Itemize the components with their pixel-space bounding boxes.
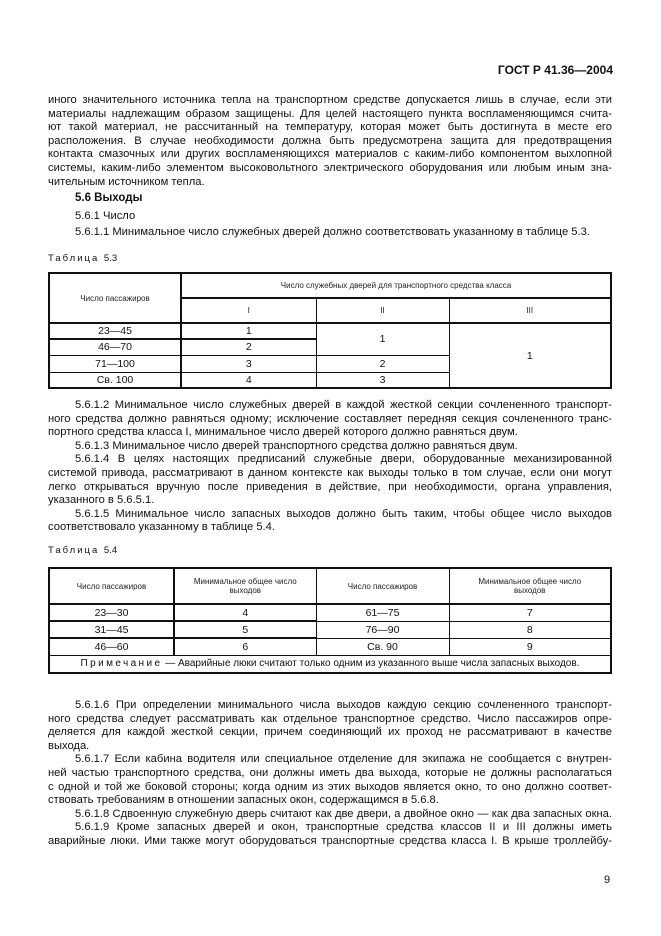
page-number: 9 bbox=[604, 874, 611, 886]
header-passengers: Число пассажиров bbox=[49, 273, 181, 323]
text-line: 5.6.1.2 Минимальное число служебных дверей в каждой жесткой секции сочлененного транспорт- bbox=[75, 399, 612, 411]
caption-number: 5.4 bbox=[103, 545, 118, 556]
header-class-1: I bbox=[181, 298, 316, 323]
text-line: с одной и той же боковой стороны; когда одним из этих выходов является окно, то оно должно соответ- bbox=[48, 780, 612, 793]
text-line: 5.6.1.3 Минимальное число дверей транспортного средства должно равняться двум. bbox=[75, 439, 518, 452]
cell-passengers: 46—70 bbox=[49, 339, 181, 355]
text-line: ствовать требованиям в отношении запасных окон, содержащимся в 5.6.8. bbox=[48, 794, 439, 807]
text-line: соответствовало указанному в таблице 5.4. bbox=[48, 521, 275, 534]
header-min-exits: Минимальное общее число выходов bbox=[449, 568, 611, 604]
text-line: материалы надлежащим образом защищены. Для целей настоящего пункта воспламеняющимся счита- bbox=[48, 107, 612, 120]
cell-class-1: 2 bbox=[181, 339, 316, 355]
cell-class-1: 3 bbox=[181, 355, 316, 372]
cell: 76—90 bbox=[316, 621, 449, 638]
table-caption-5-3 bbox=[48, 253, 117, 264]
caption-number: 5.3 bbox=[103, 253, 118, 264]
clauses-5-6-1-6-to-9 bbox=[48, 699, 612, 849]
text-line: 5.6.1 Число bbox=[75, 210, 136, 222]
section-heading: 5.6 Выходы bbox=[75, 192, 143, 204]
intro-paragraph bbox=[48, 94, 612, 189]
text-line: контакта смазочных или других воспламеняющихся материалов с каким-либо компонентом выхлопной bbox=[48, 148, 612, 161]
table-row bbox=[49, 323, 611, 339]
table-5-4 bbox=[48, 567, 612, 674]
cell-class-1: 4 bbox=[181, 372, 316, 388]
cell: 31—45 bbox=[49, 621, 174, 638]
text-line: иного значительного источника тепла на транспортном средстве допускается лишь в случае, если эти bbox=[48, 94, 612, 106]
text-line: аварийные люки. Ими также могут оборудоваться транспортные средства класса I. В крыше троллейбу- bbox=[48, 834, 612, 847]
header-passengers: Число пассажиров bbox=[316, 568, 449, 604]
text-line: чительным источником тепла. bbox=[48, 175, 205, 188]
text-line: 5.6.1.9 Кроме запасных дверей и окон, транспортные средства классов II и III должны иметь bbox=[75, 821, 612, 834]
table-5-3 bbox=[48, 272, 612, 389]
text-line: 5.6.1.7 Если кабина водителя или специальное отделение для экипажа не сообщается с внутрен- bbox=[75, 753, 612, 766]
table-note bbox=[49, 655, 611, 673]
text-line: системой привода, рассматривают в данном контексте как выходы только в том случае, если они могут bbox=[48, 466, 612, 479]
text-line: выхода. bbox=[48, 739, 90, 752]
text-line: ют такой материал, не рассчитанный на температуру, которая может быть достигнута в месте его bbox=[48, 121, 612, 134]
note-label: Примечание bbox=[80, 658, 163, 670]
cell: 8 bbox=[449, 621, 611, 638]
cell: 6 bbox=[174, 638, 316, 655]
document-code: ГОСТ Р 41.36—2004 bbox=[497, 63, 613, 77]
table-row bbox=[49, 604, 611, 621]
text-line: указанного в 5.6.5.1. bbox=[48, 494, 155, 507]
cell-class-2: 3 bbox=[316, 372, 449, 388]
caption-word: Таблица bbox=[48, 545, 100, 556]
text-line: 5.6.1.8 Сдвоенную служебную дверь считают как две двери, а двойное окно — как два запасных окна. bbox=[75, 807, 612, 820]
cell: 5 bbox=[174, 621, 316, 638]
cell-class-2: 2 bbox=[316, 355, 449, 372]
cell: 23—30 bbox=[49, 604, 174, 621]
text-line: 5.6.1.6 При определении минимального числа выходов каждую секцию сочлененного транспорт- bbox=[75, 699, 612, 711]
cell: Св. 90 bbox=[316, 638, 449, 655]
text-line: системы, каким-либо элементом высоковольтного электрического оборудования или любым иным зна- bbox=[48, 161, 612, 174]
text-line: ного средства следует рассматривать как отдельное транспортное средство. Число пассажиров опре- bbox=[48, 712, 612, 725]
text-line: ней частью транспортного средства, они должны иметь два выхода, которые не должны располагаться bbox=[48, 766, 612, 779]
cell-passengers: 71—100 bbox=[49, 355, 181, 372]
clauses-5-6-1-2-to-5 bbox=[48, 399, 612, 535]
cell-class-3: 1 bbox=[449, 323, 611, 388]
table-row bbox=[49, 638, 611, 655]
header-class-3: III bbox=[449, 298, 611, 323]
text-line: портного средства класса I, минимальное число дверей которого должно равняться двум. bbox=[48, 426, 518, 439]
cell: 9 bbox=[449, 638, 611, 655]
clause-5-6-1-1 bbox=[48, 226, 612, 240]
cell: 7 bbox=[449, 604, 611, 621]
clause-5-6-1 bbox=[48, 210, 612, 224]
cell: 61—75 bbox=[316, 604, 449, 621]
text-line: 5.6.1.4 В целях настоящих предписаний служебные двери, оборудованные механизированной bbox=[75, 453, 612, 466]
table-row bbox=[49, 621, 611, 638]
cell: 46—60 bbox=[49, 638, 174, 655]
cell: 4 bbox=[174, 604, 316, 621]
note-text: — Аварийные люки считают только одним из указанного выше числа запасных выходов. bbox=[162, 658, 580, 670]
caption-word: Таблица bbox=[48, 253, 100, 264]
text-line: легко открываться вручную после приведения в действие, при необходимости, органа управления, bbox=[48, 480, 612, 493]
header-class-2: II bbox=[316, 298, 449, 323]
text-line: ного средства должно равняться одному; исключение составляет передняя секция сочлененного транс- bbox=[48, 412, 612, 425]
cell-class-2: 1 bbox=[316, 323, 449, 355]
header-passengers: Число пассажиров bbox=[49, 568, 174, 604]
cell-passengers: Св. 100 bbox=[49, 372, 181, 388]
text-line: 5.6.1.1 Минимальное число служебных дверей должно соответствовать указанному в таблице 5.3. bbox=[75, 226, 590, 238]
cell-class-1: 1 bbox=[181, 323, 316, 339]
header-min-exits: Минимальное общее число выходов bbox=[174, 568, 316, 604]
text-line: расположения. В случае необходимости должна быть предусмотрена защита для предотвращения bbox=[48, 134, 612, 147]
cell-passengers: 23—45 bbox=[49, 323, 181, 339]
text-line: деляется для каждой жесткой секции, причем соединяющий их проход не рассматривают в качестве bbox=[48, 726, 612, 739]
table-caption-5-4 bbox=[48, 545, 117, 556]
header-door-count: Число служебных дверей для транспортного средства класса bbox=[181, 273, 611, 298]
text-line: 5.6.1.5 Минимальное число запасных выходов должно быть таким, чтобы общее число выходов bbox=[75, 507, 612, 520]
